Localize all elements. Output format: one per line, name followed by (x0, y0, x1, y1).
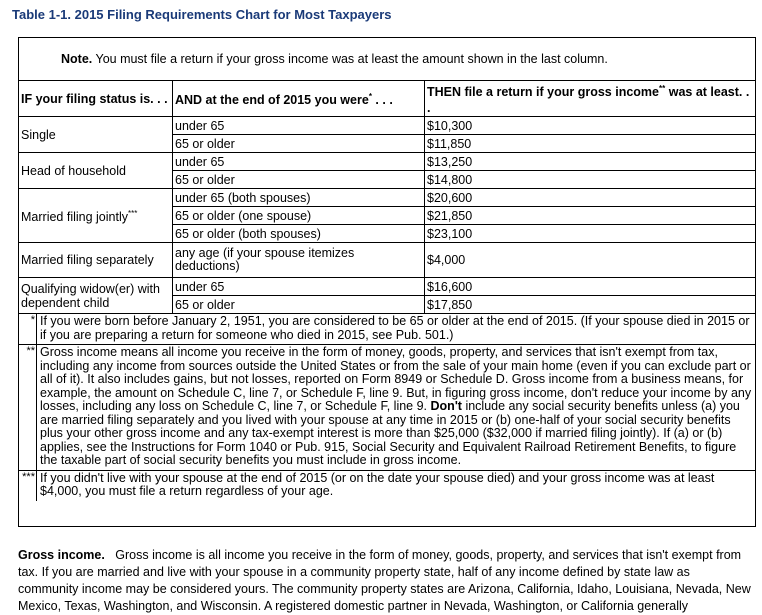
amount-cell: $21,850 (425, 207, 757, 225)
age-cell: 65 or older (173, 296, 425, 314)
age-cell: under 65 (173, 117, 425, 135)
amount-cell: $10,300 (425, 117, 757, 135)
status-cell: Single (19, 117, 173, 153)
table-row (19, 189, 756, 207)
paragraph-heading: Gross income. (18, 548, 105, 562)
footnote-mark: * (19, 314, 37, 344)
age-cell: under 65 (173, 278, 425, 296)
age-cell: 65 or older (173, 171, 425, 189)
header-age: AND at the end of 2015 you were* . . . (173, 81, 425, 117)
filing-requirements-table (18, 37, 756, 527)
gross-income-paragraph (18, 547, 752, 615)
amount-cell: $20,600 (425, 189, 757, 207)
header-row (19, 81, 756, 117)
status-cell: Married filing separately (19, 243, 173, 278)
amount-cell: $13,250 (425, 153, 757, 171)
footnote (19, 314, 755, 344)
table-row (19, 278, 756, 296)
header-filing-status: IF your filing status is. . . (19, 81, 173, 117)
paragraph-text: Gross income is all income you receive in the form of money, goods, property, and services that isn't exempt from tax. If you are married and live with your spouse in a community property state, half of any income defined by state law as community income may be considered yours. The community property states are Arizona, California, Idaho, Louisiana, Nevada, New Mexico, Texas, Washington, and Wisconsin. A registered domestic partner in Nevada, Washington, or California generally (18, 548, 751, 613)
note-label: Note. (61, 52, 93, 66)
footnotes (19, 313, 755, 501)
age-cell: 65 or older (one spouse) (173, 207, 425, 225)
footnote-mark: *** (19, 471, 37, 501)
status-cell: Qualifying widow(er) with dependent child (19, 278, 173, 314)
age-cell: 65 or older (173, 135, 425, 153)
table-note (19, 38, 755, 81)
requirements-grid (19, 81, 756, 313)
footnote-text: Gross income means all income you receive in the form of money, goods, property, and services that isn't exempt from tax, including any income from sources outside the United States or from the sale of your main home (even if you can exclude part or all of it). It also includes gains, but not losses, reported on Form 8949 or Schedule D. Gross income from a business means, for example, the amount on Schedule C, line 7, or Schedule F, line 9. But, in figuring gross income, don't reduce your income by any losses, including any loss on Schedule C, line 7, or Schedule F, line 9. Don't include any social security benefits unless (a) you are married filing separately and you lived with your spouse at any time in 2015 or (b) one-half of your social security benefits plus your other gross income and any tax-exempt interest is more than $25,000 ($32,000 if married filing jointly). If (a) or (b) applies, see the Instructions for Form 1040 or Pub. 915, Social Security and Equivalent Railroad Retirement Benefits, to figure the taxable part of social security benefits you must include in gross income. (40, 345, 752, 468)
age-cell: under 65 (both spouses) (173, 189, 425, 207)
note-text: You must file a return if your gross income was at least the amount shown in the last column. (95, 52, 608, 66)
amount-cell: $4,000 (425, 243, 757, 278)
table-title: Table 1-1. 2015 Filing Requirements Chart for Most Taxpayers (12, 7, 392, 22)
age-cell: any age (if your spouse itemizes deductions) (173, 243, 425, 278)
footnote-text: If you were born before January 2, 1951, you are considered to be 65 or older at the end of 2015. (If your spouse died in 2015 or if you are preparing a return for someone who died in 2015, see Pub. 501.) (40, 314, 750, 342)
status-cell: Head of household (19, 153, 173, 189)
header-income: THEN file a return if your gross income** was at least. . . (427, 84, 750, 116)
footnote-text: If you didn't live with your spouse at the end of 2015 (or on the date your spouse died) and your gross income was at least $4,000, you must file a return regardless of your age. (40, 470, 715, 499)
table-row (19, 153, 756, 171)
amount-cell: $16,600 (425, 278, 757, 296)
amount-cell: $17,850 (425, 296, 757, 314)
footnote-mark: ** (19, 345, 37, 470)
status-cell: Married filing jointly*** (19, 189, 173, 243)
table-row (19, 243, 756, 278)
amount-cell: $11,850 (425, 135, 757, 153)
footnote (19, 344, 755, 470)
amount-cell: $23,100 (425, 225, 757, 243)
age-cell: 65 or older (both spouses) (173, 225, 425, 243)
table-row (19, 117, 756, 135)
footnote (19, 470, 755, 501)
amount-cell: $14,800 (425, 171, 757, 189)
age-cell: under 65 (173, 153, 425, 171)
